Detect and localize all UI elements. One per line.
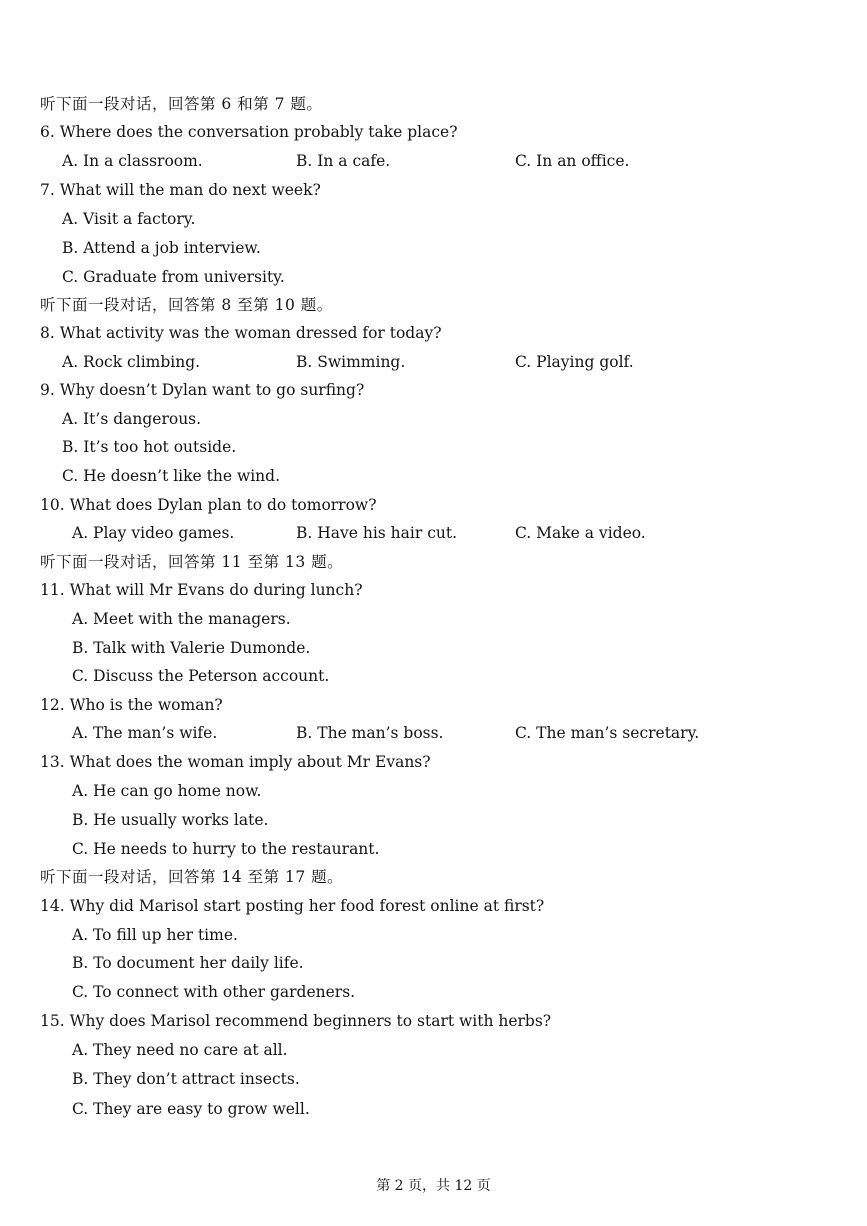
- q12-option-a: A. The man’s wife.: [72, 724, 218, 742]
- question-13: 13. What does the woman imply about Mr Evans?: [40, 753, 431, 771]
- q12-option-b: B. The man’s boss.: [296, 724, 444, 742]
- q8-option-b: B. Swimming.: [296, 353, 406, 371]
- question-10: 10. What does Dylan plan to do tomorrow?: [40, 496, 377, 514]
- question-11: 11. What will Mr Evans do during lunch?: [40, 581, 363, 599]
- q15-option-a: A. They need no care at all.: [72, 1041, 288, 1059]
- q6-option-b: B. In a cafe.: [296, 152, 391, 170]
- question-6: 6. Where does the conversation probably take place?: [40, 123, 458, 141]
- section-heading: 听下面一段对话，回答第 11 至第 13 题。: [40, 553, 344, 571]
- q13-option-c: C. He needs to hurry to the restaurant.: [72, 840, 380, 858]
- q7-option-a: A. Visit a factory.: [62, 210, 196, 228]
- q14-option-c: C. To connect with other gardeners.: [72, 983, 356, 1001]
- section-heading: 听下面一段对话，回答第 8 至第 10 题。: [40, 296, 333, 314]
- q14-option-a: A. To fill up her time.: [72, 926, 238, 944]
- page-footer: 第 2 页，共 12 页: [376, 1178, 491, 1194]
- q11-option-a: A. Meet with the managers.: [72, 610, 291, 628]
- q12-option-c: C. The man’s secretary.: [515, 724, 700, 742]
- q10-option-b: B. Have his hair cut.: [296, 524, 458, 542]
- q7-option-c: C. Graduate from university.: [62, 268, 285, 286]
- q9-option-b: B. It’s too hot outside.: [62, 438, 237, 456]
- q9-option-c: C. He doesn’t like the wind.: [62, 467, 280, 485]
- question-14: 14. Why did Marisol start posting her food forest online at first?: [40, 897, 545, 915]
- q6-option-a: A. In a classroom.: [62, 152, 203, 170]
- q13-option-a: A. He can go home now.: [72, 782, 262, 800]
- question-7: 7. What will the man do next week?: [40, 181, 321, 199]
- question-12: 12. Who is the woman?: [40, 696, 223, 714]
- question-15: 15. Why does Marisol recommend beginners to start with herbs?: [40, 1012, 552, 1030]
- q6-option-c: C. In an office.: [515, 152, 630, 170]
- section-heading: 听下面一段对话，回答第 14 至第 17 题。: [40, 868, 344, 886]
- q13-option-b: B. He usually works late.: [72, 811, 269, 829]
- q14-option-b: B. To document her daily life.: [72, 954, 304, 972]
- q11-option-b: B. Talk with Valerie Dumonde.: [72, 639, 311, 657]
- q8-option-a: A. Rock climbing.: [62, 353, 201, 371]
- q8-option-c: C. Playing golf.: [515, 353, 634, 371]
- q15-option-b: B. They don’t attract insects.: [72, 1070, 300, 1088]
- q10-option-c: C. Make a video.: [515, 524, 646, 542]
- section-heading: 听下面一段对话，回答第 6 和第 7 题。: [40, 95, 323, 113]
- q11-option-c: C. Discuss the Peterson account.: [72, 667, 330, 685]
- q15-option-c: C. They are easy to grow well.: [72, 1100, 310, 1118]
- q9-option-a: A. It’s dangerous.: [62, 410, 202, 428]
- q7-option-b: B. Attend a job interview.: [62, 239, 261, 257]
- q10-option-a: A. Play video games.: [72, 524, 235, 542]
- question-8: 8. What activity was the woman dressed for today?: [40, 324, 442, 342]
- question-9: 9. Why doesn’t Dylan want to go surfing?: [40, 381, 365, 399]
